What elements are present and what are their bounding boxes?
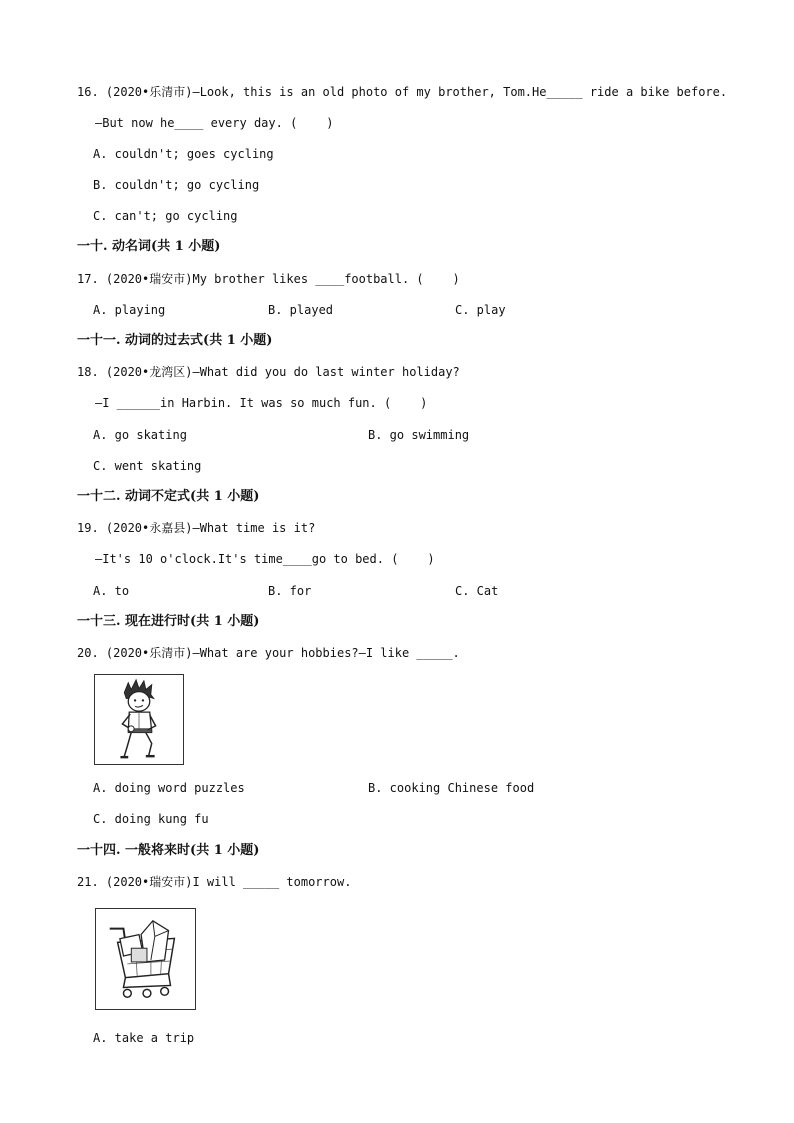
question-20-option-b: B. cooking Chinese food <box>368 781 535 795</box>
question-16-option-a: A. couldn't; goes cycling <box>93 147 274 161</box>
kung-fu-boy-illustration <box>94 674 184 765</box>
question-18-stem-line2: –I ______in Harbin. It was so much fun. ( ) <box>95 396 428 410</box>
question-20-option-a: A. doing word puzzles <box>93 781 245 795</box>
question-17-option-c: C. play <box>455 303 506 317</box>
shopping-cart-illustration <box>95 908 196 1010</box>
section-12-heading: 一十二. 动词不定式(共 1 小题) <box>77 489 260 504</box>
question-17-option-a: A. playing <box>93 303 166 317</box>
question-18-stem-line1: 18. (2020•龙湾区)–What did you do last winter holiday? <box>77 365 460 379</box>
question-16-option-c: C. can't; go cycling <box>93 209 238 223</box>
kung-fu-boy-icon <box>95 675 183 764</box>
question-21-stem: 21. (2020•瑞安市)I will _____ tomorrow. <box>77 875 352 889</box>
question-17-option-b: B. played <box>268 303 334 317</box>
question-16-option-b: B. couldn't; go cycling <box>93 178 260 192</box>
question-19-stem-line1: 19. (2020•永嘉县)–What time is it? <box>77 521 316 535</box>
question-18-option-b: B. go swimming <box>368 428 470 442</box>
question-16-stem-line2: –But now he____ every day. ( ) <box>95 116 334 130</box>
question-20-option-c: C. doing kung fu <box>93 812 209 826</box>
shopping-cart-icon <box>96 909 195 1009</box>
question-19-option-a: A. to <box>93 584 130 598</box>
question-16-stem-line1: 16. (2020•乐清市)–Look, this is an old photo of my brother, Tom.He_____ ride a bike before. <box>77 85 728 99</box>
section-14-heading: 一十四. 一般将来时(共 1 小题) <box>77 843 260 858</box>
section-11-heading: 一十一. 动词的过去式(共 1 小题) <box>77 333 273 348</box>
question-21-option-a: A. take a trip <box>93 1031 195 1045</box>
section-10-heading: 一十. 动名词(共 1 小题) <box>77 239 221 254</box>
question-17-stem: 17. (2020•瑞安市)My brother likes ____football. ( ) <box>77 272 460 286</box>
section-13-heading: 一十三. 现在进行时(共 1 小题) <box>77 614 260 629</box>
question-19-option-c: C. Cat <box>455 584 499 598</box>
question-19-option-b: B. for <box>268 584 312 598</box>
question-20-stem: 20. (2020•乐清市)–What are your hobbies?–I like _____. <box>77 646 460 660</box>
question-18-option-c: C. went skating <box>93 459 202 473</box>
question-18-option-a: A. go skating <box>93 428 187 442</box>
question-19-stem-line2: –It's 10 o'clock.It's time____go to bed. ( ) <box>95 552 435 566</box>
